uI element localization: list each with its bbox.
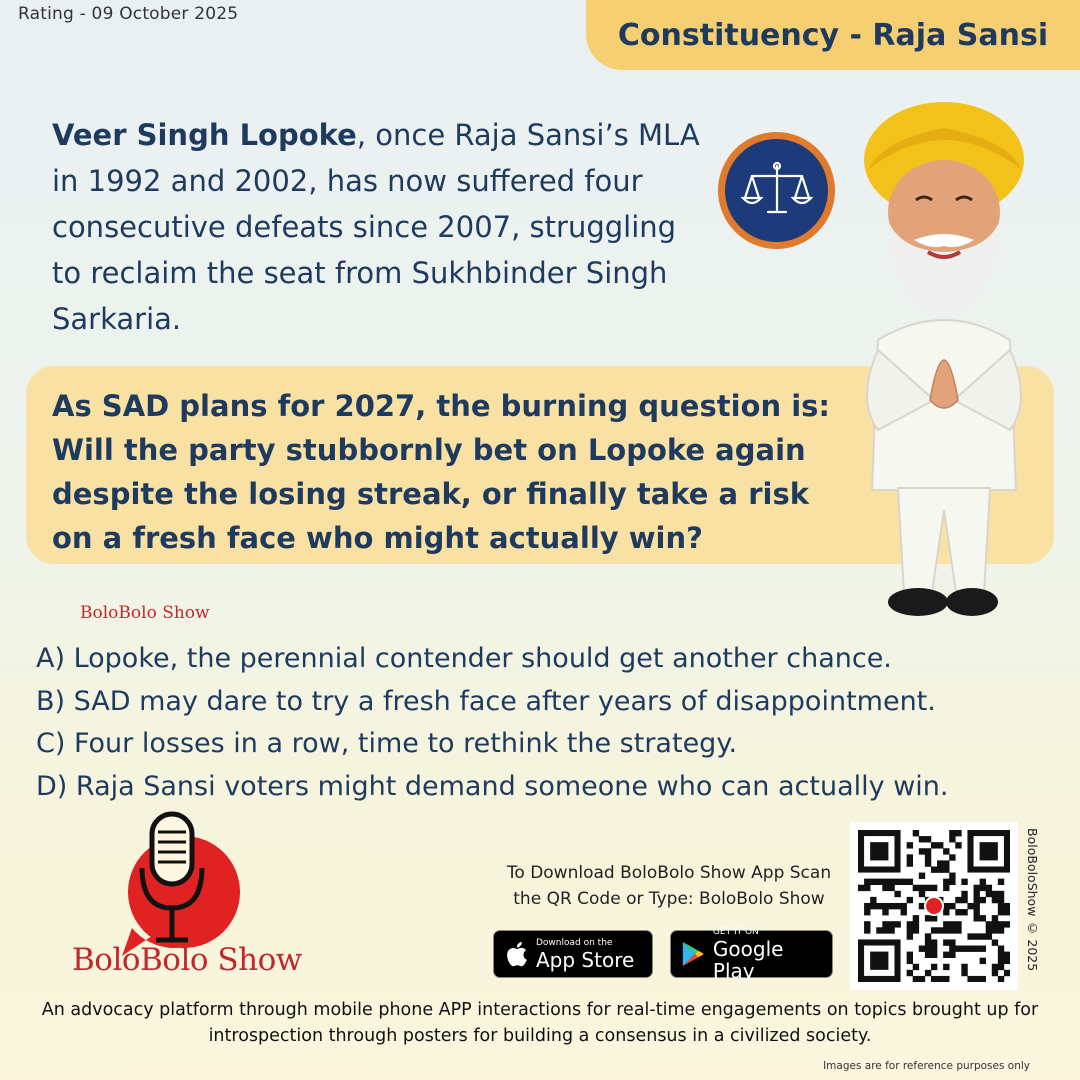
qr-code[interactable] [850,822,1018,990]
footer-description: An advocacy platform through mobile phone APP interactions for real-time engagements on topics brought up for introspection through posters for building a consensus in a civilized society. [41,1000,1039,1046]
brand-watermark: BoloBolo Show [80,603,210,623]
qr-code-pattern [858,830,1010,982]
google-play-label: Google Play [712,936,784,983]
poll-option-b: B) SAD may dare to try a fresh face after years of disappointment. [36,685,936,717]
image-disclaimer: Images are for reference purposes only [823,1060,1030,1072]
intro-paragraph [52,112,712,342]
poll-question: As SAD plans for 2027, the burning question is: Will the party stubbornly bet on Lopoke again despite the losing streak, or finally take a risk on a fresh face who might actually win? [52,389,831,555]
poll-option-d: D) Raja Sansi voters might demand someone who can actually win. [36,770,949,802]
app-store-small-text: Download on the [536,937,613,948]
vertical-copyright: BoloBoloShow © 2025 [1025,828,1040,972]
politician-illustration [838,100,1050,630]
brand-logo-text: BoloBolo Show [72,942,302,978]
microphone-icon [112,808,242,958]
apple-icon [504,940,528,968]
google-play-icon [681,940,705,968]
app-store-label: App Store [536,947,635,972]
scales-of-justice-icon [740,154,814,228]
download-line-2: the QR Code or Type: BoloBolo Show [513,889,825,909]
poll-option-c: C) Four losses in a row, time to rethink the strategy. [36,728,738,759]
app-store-badge[interactable] [493,930,653,978]
rating-date: Rating - 09 October 2025 [18,4,239,24]
poll-option-a: A) Lopoke, the perennial contender should get another chance. [36,643,892,674]
google-play-badge[interactable] [670,926,833,983]
google-play-small-text: GET IT ON [712,926,759,937]
download-line-1: To Download BoloBolo Show App Scan [506,863,832,883]
download-instructions [488,860,850,912]
constituency-title: Constituency - Raja Sansi [617,17,1049,53]
party-emblem [718,132,835,249]
poll-options [36,638,1066,808]
intro-text: , once Raja Sansi’s MLA in 1992 and 2002, has now suffered four consecutive defeats since 2007, struggling to reclaim the seat from Sukhbinder Singh Sarkaria. [52,118,700,336]
constituency-header [586,0,1080,70]
candidate-name: Veer Singh Lopoke [52,118,357,152]
